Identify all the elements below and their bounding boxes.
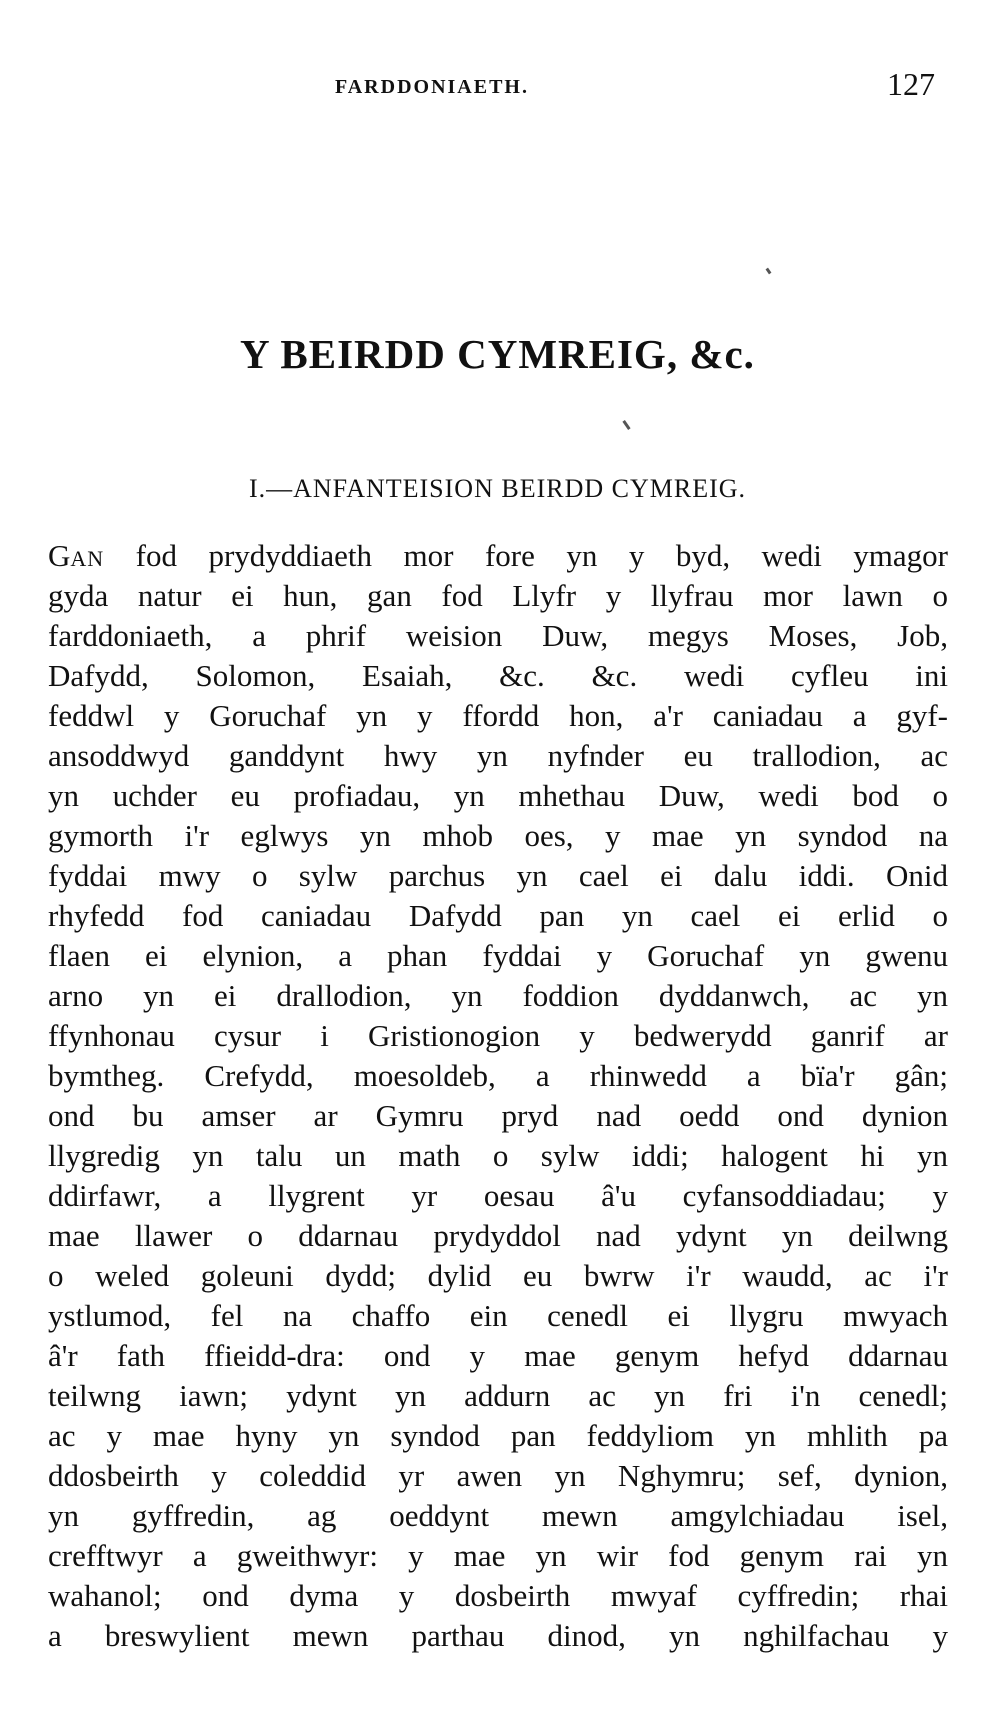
running-title: FARDDONIAETH. bbox=[335, 76, 529, 98]
text-line: Dafydd, Solomon, Esaiah, &c. &c. wedi cyfleu ini bbox=[48, 658, 948, 693]
text-line: llygredig yn talu un math o sylw iddi; halogent hi yn bbox=[48, 1138, 948, 1173]
text-line: ddirfawr, a llygrent yr oesau â'u cyfansoddiadau; y bbox=[48, 1178, 948, 1213]
chapter-title: Y BEIRDD CYMREIG, &c. bbox=[240, 331, 755, 377]
text-line bbox=[48, 536, 948, 576]
text-line: ond bu amser ar Gymru pryd nad oedd ond dynion bbox=[48, 1098, 948, 1133]
text-line: teilwng iawn; ydynt yn addurn ac yn fri i'n cenedl; bbox=[48, 1378, 948, 1413]
print-speck bbox=[622, 420, 630, 430]
text-line: feddwl y Goruchaf yn y ffordd hon, a'r caniadau a gyf- bbox=[48, 698, 948, 733]
body-text bbox=[48, 536, 948, 1656]
small-caps-text: AN bbox=[70, 546, 105, 571]
text-line: ddosbeirth y coleddid yr awen yn Nghymru; sef, dynion, bbox=[48, 1458, 948, 1493]
text-line: arno yn ei drallodion, yn foddion dyddanwch, ac yn bbox=[48, 978, 948, 1013]
running-head bbox=[50, 66, 945, 106]
first-line-text: fod prydyddiaeth mor fore yn y byd, wedi ymagor bbox=[104, 538, 948, 573]
text-line: o weled goleuni dydd; dylid eu bwrw i'r waudd, ac i'r bbox=[48, 1258, 948, 1293]
text-line: ffynhonau cysur i Gristionogion y bedwerydd ganrif ar bbox=[48, 1018, 948, 1053]
text-line: fyddai mwy o sylw parchus yn cael ei dalu iddi. Onid bbox=[48, 858, 948, 893]
text-line: yn gyffredin, ag oeddynt mewn amgylchiadau isel, bbox=[48, 1498, 948, 1533]
text-line: mae llawer o ddarnau prydyddol nad ydynt yn deilwng bbox=[48, 1218, 948, 1253]
print-speck bbox=[766, 268, 772, 275]
text-line: ac y mae hyny yn syndod pan feddyliom yn mhlith pa bbox=[48, 1418, 948, 1453]
text-line: gyda natur ei hun, gan fod Llyfr y llyfrau mor lawn o bbox=[48, 578, 948, 613]
text-line: ystlumod, fel na chaffo ein cenedl ei llygru mwyach bbox=[48, 1298, 948, 1333]
text-line: gymorth i'r eglwys yn mhob oes, y mae yn syndod na bbox=[48, 818, 948, 853]
text-line: ansoddwyd ganddynt hwy yn nyfnder eu trallodion, ac bbox=[48, 738, 948, 773]
page-number: 127 bbox=[887, 66, 935, 102]
text-line: rhyfedd fod caniadau Dafydd pan yn cael ei erlid o bbox=[48, 898, 948, 933]
text-line: farddoniaeth, a phrif weision Duw, megys Moses, Job, bbox=[48, 618, 948, 653]
section-heading: I.—ANFANTEISION BEIRDD CYMREIG. bbox=[248, 474, 747, 503]
text-line: wahanol; ond dyma y dosbeirth mwyaf cyffredin; rhai bbox=[48, 1578, 948, 1613]
drop-capital: G bbox=[48, 538, 71, 573]
text-line: crefftwyr a gweithwyr: y mae yn wir fod genym rai yn bbox=[48, 1538, 948, 1573]
text-line: yn uchder eu profiadau, yn mhethau Duw, wedi bod o bbox=[48, 778, 948, 813]
text-line: a breswylient mewn parthau dinod, yn nghilfachau y bbox=[48, 1618, 948, 1653]
text-line: â'r fath ffieidd-dra: ond y mae genym hefyd ddarnau bbox=[48, 1338, 948, 1373]
text-line: bymtheg. Crefydd, moesoldeb, a rhinwedd a bïa'r gân; bbox=[48, 1058, 948, 1093]
text-line: flaen ei elynion, a phan fyddai y Goruchaf yn gwenu bbox=[48, 938, 948, 973]
